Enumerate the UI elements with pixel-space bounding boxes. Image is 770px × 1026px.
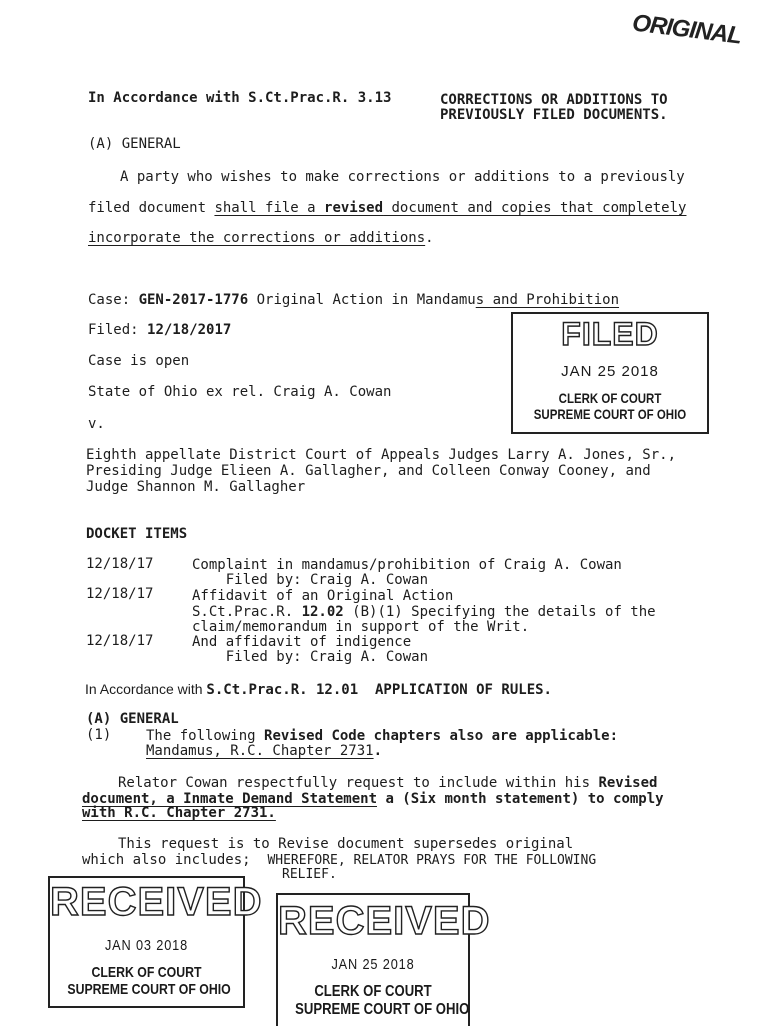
- request-line2-underlined: document, a Inmate Demand Statement: [82, 791, 378, 807]
- case-number: GEN-2017-1776: [138, 292, 249, 308]
- request-line3: [82, 805, 276, 821]
- filed-date: 12/18/2017: [147, 322, 232, 338]
- chapter-underlined: Mandamus, R.C. Chapter 2731: [146, 743, 374, 759]
- respondents-line3: Judge Shannon M. Gallagher: [86, 479, 306, 495]
- case-label: Case:: [88, 292, 139, 308]
- filed-stamp-title: FILED: [561, 316, 659, 352]
- request-line1: [118, 775, 657, 791]
- received-stamp-2-clerk: CLERK OF COURT: [314, 983, 432, 1000]
- chapter-end: .: [373, 743, 383, 759]
- filed-stamp-court: SUPREME COURT OF OHIO: [533, 406, 687, 422]
- docket-rule-detail: (B)(1) Specifying the details of the: [343, 604, 656, 620]
- docket-item-2-line2: [192, 604, 656, 620]
- docket-rule-prefix: S.Ct.Prac.R.: [192, 604, 302, 620]
- received-stamp-1-court: SUPREME COURT OF OHIO: [67, 981, 231, 998]
- rule-reference: In Accordance with S.Ct.Prac.R. 3.13: [88, 90, 392, 106]
- received-stamp-1: [48, 876, 263, 1008]
- application-item-pre: The following: [146, 728, 265, 744]
- docket-item-2-line3: claim/memorandum in support of the Writ.: [192, 619, 530, 635]
- closing-line1: This request is to Revise document supersedes original: [118, 836, 574, 852]
- docket-item-2-line1: Affidavit of an Original Action: [192, 588, 454, 604]
- rule-title-line1: CORRECTIONS OR ADDITIONS TO: [440, 92, 668, 108]
- docket-date-3: 12/18/17: [86, 633, 154, 649]
- case-line: [88, 292, 619, 308]
- general-para-line3: [88, 230, 434, 246]
- para-u2: document and copies that completely: [383, 200, 687, 216]
- docket-item-3-line2: Filed by: Craig A. Cowan: [192, 649, 429, 665]
- rule-title-line2: PREVIOUSLY FILED DOCUMENTS.: [440, 107, 668, 123]
- filed-stamp: [511, 312, 709, 434]
- docket-date-1: 12/18/17: [86, 556, 154, 572]
- received-stamp-1-clerk: CLERK OF COURT: [91, 964, 202, 981]
- original-stamp: ORIGINAL: [630, 9, 743, 50]
- para-line2-underlined: [214, 200, 686, 216]
- closing-line3: RELIEF.: [282, 867, 337, 882]
- application-chapter: [146, 743, 382, 759]
- received-stamp-1-title: RECEIVED: [50, 880, 263, 924]
- case-action-underlined: s and Prohibition: [475, 292, 620, 308]
- request-line2-post: a (Six month statement) to comply: [377, 791, 664, 807]
- docket-item-3-line1: And affidavit of indigence: [192, 634, 412, 650]
- received-stamp-2-court: SUPREME COURT OF OHIO: [295, 1001, 470, 1018]
- filed-stamp-date: JAN 25 2018: [561, 363, 659, 380]
- closing-line2-pre: which also includes;: [82, 852, 268, 868]
- application-title: APPLICATION OF RULES.: [358, 682, 552, 698]
- general-heading: (A) GENERAL: [88, 136, 181, 152]
- para-u1: shall file a: [214, 200, 325, 216]
- request-line3-underlined: with R.C. Chapter 2731.: [82, 805, 276, 821]
- request-line1-bold: Revised: [598, 775, 658, 791]
- docket-item-1-line1: Complaint in mandamus/prohibition of Craig A. Cowan: [192, 557, 622, 573]
- respondents-line2: Presiding Judge Elieen A. Gallagher, and Colleen Conway Cooney, and: [86, 463, 651, 479]
- application-prefix: In Accordance with: [85, 681, 207, 697]
- received-stamp-1-date: JAN 03 2018: [104, 937, 189, 954]
- application-item-num: (1): [86, 727, 112, 743]
- request-line1-pre: Relator Cowan respectfully request to include within his: [118, 775, 599, 791]
- para-bold-revised: revised: [324, 200, 384, 216]
- received-stamp-2-title: RECEIVED: [278, 899, 491, 943]
- application-item-text: [146, 728, 618, 744]
- docket-date-2: 12/18/17: [86, 586, 154, 602]
- respondents-line1: Eighth appellate District Court of Appeals Judges Larry A. Jones, Sr.,: [86, 447, 677, 463]
- closing-line2: [82, 852, 596, 868]
- received-stamp-2: [276, 893, 491, 1026]
- application-general: (A) GENERAL: [86, 711, 179, 727]
- case-action: Original Action in Mandamu: [248, 292, 476, 308]
- application-item-bold: Revised Code chapters also are applicable:: [264, 728, 619, 744]
- application-rule: S.Ct.Prac.R. 12.01: [206, 682, 359, 698]
- relator-party: State of Ohio ex rel. Craig A. Cowan: [88, 384, 392, 400]
- docket-item-1-line2: Filed by: Craig A. Cowan: [192, 572, 429, 588]
- para-line3-end: .: [425, 230, 434, 246]
- closing-line2-caps: WHEREFORE, RELATOR PRAYS FOR THE FOLLOWING: [267, 853, 597, 868]
- docket-heading: DOCKET ITEMS: [86, 526, 188, 542]
- general-para-line1: A party who wishes to make corrections or additions to a previously: [120, 169, 685, 185]
- general-para-line2: [88, 200, 686, 216]
- filed-line: [88, 322, 231, 338]
- para-line2-pre: filed document: [88, 200, 215, 216]
- received-stamp-2-date: JAN 25 2018: [331, 956, 415, 973]
- para-line3-underlined: incorporate the corrections or additions: [88, 230, 426, 246]
- versus: v.: [88, 416, 105, 432]
- application-line: [85, 681, 552, 698]
- docket-rule-number: 12.02: [301, 604, 344, 620]
- case-status: Case is open: [88, 353, 190, 369]
- filed-stamp-clerk: CLERK OF COURT: [558, 390, 662, 406]
- filed-label: Filed:: [88, 322, 148, 338]
